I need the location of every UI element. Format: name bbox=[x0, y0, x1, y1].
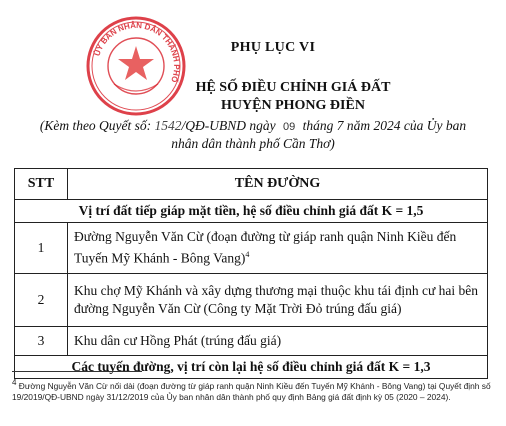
attachment-suffix: tháng 7 năm 2024 của Ủy ban bbox=[302, 118, 467, 133]
coefficient-table bbox=[14, 168, 488, 379]
section-row-frontage bbox=[15, 200, 488, 223]
footnote-mark: 4 bbox=[12, 378, 17, 387]
street-name: Đường Nguyễn Văn Cừ (đoạn đường từ giáp ranh quận Ninh Kiều đến Tuyến Mỹ Khánh - Bông Vang) bbox=[74, 229, 457, 266]
street-name-cell bbox=[68, 223, 488, 274]
section-row-remaining bbox=[15, 356, 488, 379]
table-row bbox=[15, 223, 488, 274]
footnote bbox=[12, 377, 496, 403]
document-title: HỆ SỐ ĐIỀU CHỈNH GIÁ ĐẤT bbox=[195, 80, 391, 95]
table-row bbox=[15, 327, 488, 356]
column-header-street-name: TÊN ĐƯỜNG bbox=[68, 169, 488, 200]
street-name: Khu chợ Mỹ Khánh và xây dựng thương mại thuộc khu tái định cư hai bên đường Nguyễn Văn Cừ (Công ty Mặt Trời Đỏ trúng đấu giá) bbox=[68, 274, 488, 327]
street-name: Khu dân cư Hồng Phát (trúng đấu giá) bbox=[68, 327, 488, 356]
table-header-row bbox=[15, 169, 488, 200]
attachment-prefix: (Kèm theo Quyết số: bbox=[39, 118, 152, 133]
appendix-heading: PHỤ LỤC VI bbox=[230, 40, 316, 55]
signing-day: 09 bbox=[283, 121, 296, 133]
document-subtitle: HUYỆN PHONG ĐIỀN bbox=[221, 98, 365, 113]
footnote-reference[interactable]: 4 bbox=[245, 250, 250, 260]
section-heading: Vị trí đất tiếp giáp mặt tiền, hệ số điều chỉnh giá đất K = 1,5 bbox=[15, 200, 488, 223]
seal-ring-text: ỦY BAN NHÂN DÂN THÀNH PHỐ bbox=[92, 20, 182, 84]
attachment-note-line2: nhân dân thành phố Cần Thơ) bbox=[171, 136, 335, 151]
decision-number: 1542 bbox=[154, 118, 182, 133]
row-number: 2 bbox=[15, 274, 68, 327]
footnote-text: Đường Nguyễn Văn Cừ nối dài (đoạn đường từ giáp ranh quận Ninh Kiều đến Tuyến Mỹ Khánh - Bông Vang) tại Quyết định số 19/2019/QĐ-UBND ngày 31/12/2019 của Ủy ban nhân dân thành phố quy định Bảng giá đất định kỳ 05 (2020 – 2024). bbox=[12, 380, 491, 402]
section-heading: Các tuyến đường, vị trí còn lại hệ số điều chỉnh giá đất K = 1,3 bbox=[15, 356, 488, 379]
row-number: 1 bbox=[15, 223, 68, 274]
attachment-note bbox=[0, 118, 506, 134]
footnote-divider bbox=[12, 371, 142, 372]
table-row bbox=[15, 274, 488, 327]
attachment-middle: /QĐ-UBND ngày bbox=[181, 118, 276, 133]
column-header-stt: STT bbox=[15, 169, 68, 200]
row-number: 3 bbox=[15, 327, 68, 356]
